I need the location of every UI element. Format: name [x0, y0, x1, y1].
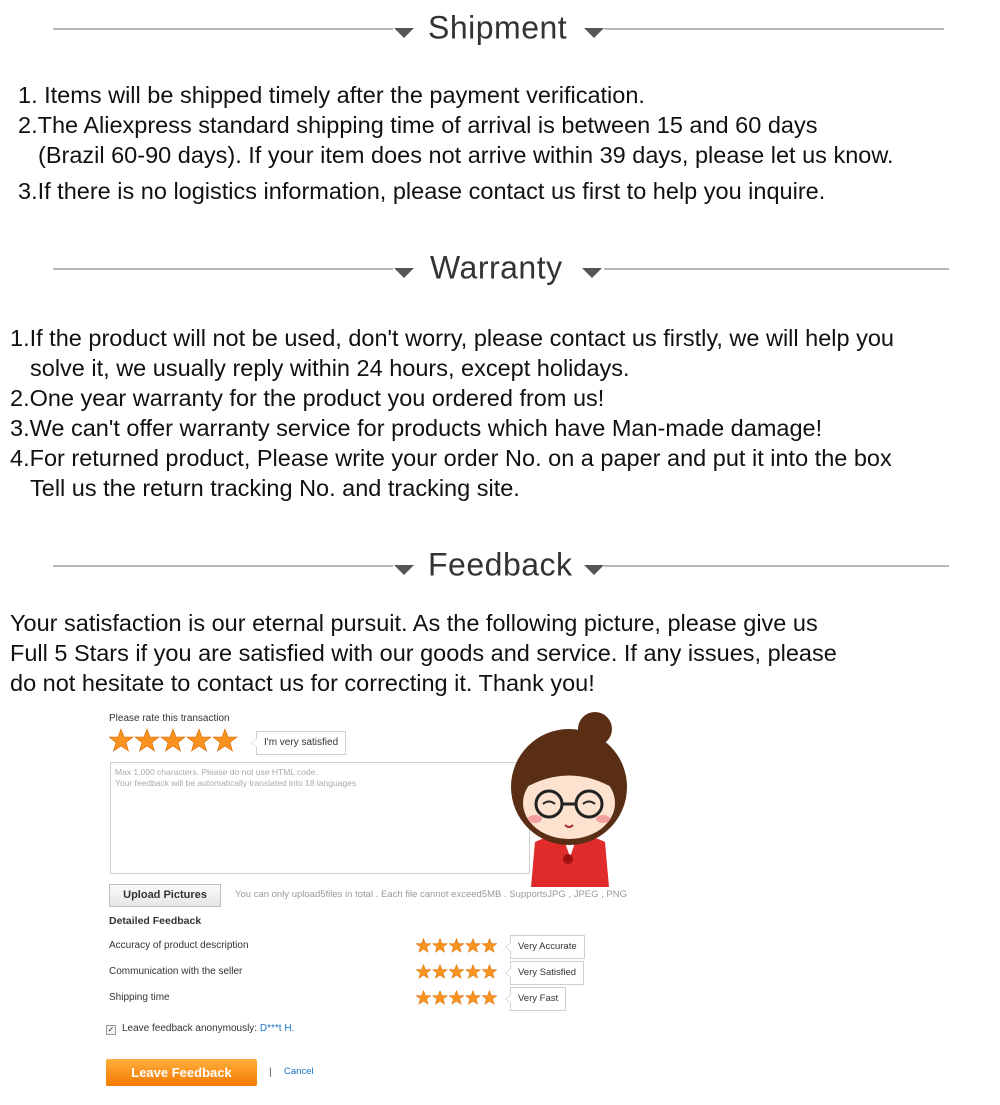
star-icon: [416, 965, 431, 979]
star-icon: [433, 991, 448, 1005]
star-icon: [135, 729, 159, 751]
star-icon: [466, 965, 481, 979]
star-icon: [187, 729, 211, 751]
star-icon: [466, 991, 481, 1005]
chevron-down-icon: [584, 565, 604, 575]
divider-line-right: [604, 268, 949, 270]
star-icon: [416, 991, 431, 1005]
star-icon: [433, 939, 448, 953]
feedback-line-3: do not hesitate to contact us for correcting it. Thank you!: [10, 670, 595, 696]
rate-label: Please rate this transaction: [109, 713, 230, 724]
cartoon-girl-illustration: [505, 707, 635, 887]
star-icon: [416, 939, 431, 953]
star-icon: [449, 939, 464, 953]
divider-line-left: [53, 565, 393, 567]
divider-line-right: [604, 565, 949, 567]
shipment-line-2: 2.The Aliexpress standard shipping time of arrival is between 15 and 60 days: [18, 112, 818, 138]
star-icon: [161, 729, 185, 751]
star-rating-icons: [416, 990, 498, 1005]
feedback-line-1: Your satisfaction is our eternal pursuit. As the following picture, please give us: [10, 610, 818, 636]
detail-stars-shipping[interactable]: [416, 990, 498, 1010]
warranty-line-2: solve it, we usually reply within 24 hours, except holidays.: [30, 355, 630, 381]
detail-label-communication: Communication with the seller: [109, 966, 243, 977]
warranty-line-5: 4.For returned product, Please write your order No. on a paper and put it into the box: [10, 445, 892, 471]
star-rating-icons: [109, 728, 239, 754]
detail-bubble-communication: Very Satisfied: [510, 961, 584, 985]
warranty-line-1: 1.If the product will not be used, don't worry, please contact us firstly, we will help you: [10, 325, 894, 351]
star-rating-icons: [416, 938, 498, 953]
cancel-link[interactable]: Cancel: [284, 1066, 314, 1077]
star-icon: [482, 939, 497, 953]
chevron-down-icon: [584, 28, 604, 38]
feedback-divider: [0, 540, 1000, 590]
overall-star-rating[interactable]: [109, 728, 239, 754]
anonymous-checkbox[interactable]: ✓: [107, 1025, 115, 1034]
shipment-line-4: 3.If there is no logistics information, please contact us first to help you inquire.: [18, 178, 826, 204]
feedback-textarea[interactable]: [110, 762, 530, 874]
anonymous-name: D***t H.: [259, 1023, 295, 1034]
detail-stars-communication[interactable]: [416, 964, 498, 984]
warranty-line-3: 2.One year warranty for the product you ordered from us!: [10, 385, 605, 411]
textarea-placeholder-2: Your feedback will be automatically translated into 18 languages: [115, 778, 357, 788]
chevron-down-icon: [582, 268, 602, 278]
star-icon: [449, 965, 464, 979]
star-icon: [482, 965, 497, 979]
anonymous-row: [122, 1023, 294, 1034]
shipment-line-1: 1. Items will be shipped timely after the payment verification.: [18, 82, 645, 108]
detail-stars-accuracy[interactable]: [416, 938, 498, 958]
upload-pictures-button[interactable]: Upload Pictures: [109, 884, 221, 907]
warranty-line-6: Tell us the return tracking No. and tracking site.: [30, 475, 520, 501]
textarea-placeholder-1: Max 1,000 characters. Please do not use HTML code.: [115, 767, 318, 777]
detail-bubble-accuracy: Very Accurate: [510, 935, 585, 959]
detail-bubble-shipping: Very Fast: [510, 987, 566, 1011]
chevron-down-icon: [394, 565, 414, 575]
detail-label-shipping: Shipping time: [109, 992, 170, 1003]
divider-line-left: [53, 268, 393, 270]
shipment-title: Shipment: [428, 9, 568, 46]
upload-note: You can only upload5files in total . Each file cannot exceed5MB . SupportsJPG , JPEG , PNG: [235, 889, 628, 900]
chevron-down-icon: [394, 28, 414, 38]
shipment-line-3: (Brazil 60-90 days). If your item does not arrive within 39 days, please let us know.: [38, 142, 894, 168]
warranty-divider: [0, 243, 1000, 293]
divider-line-left: [53, 28, 393, 30]
star-icon: [433, 965, 448, 979]
cartoon-girl-icon: [505, 707, 635, 887]
star-icon: [109, 729, 133, 751]
chevron-down-icon: [394, 268, 414, 278]
shipment-divider: [0, 3, 1000, 53]
leave-feedback-button[interactable]: Leave Feedback: [106, 1059, 257, 1086]
feedback-title: Feedback: [428, 546, 573, 583]
detail-label-accuracy: Accuracy of product description: [109, 940, 249, 951]
feedback-line-2: Full 5 Stars if you are satisfied with our goods and service. If any issues, please: [10, 640, 837, 666]
star-icon: [482, 991, 497, 1005]
warranty-title: Warranty: [430, 249, 563, 286]
star-icon: [213, 729, 237, 751]
star-icon: [466, 939, 481, 953]
star-rating-icons: [416, 964, 498, 979]
detailed-feedback-title: Detailed Feedback: [109, 915, 202, 927]
warranty-line-4: 3.We can't offer warranty service for products which have Man-made damage!: [10, 415, 823, 441]
divider-line-right: [604, 28, 944, 30]
button-separator: |: [269, 1066, 272, 1078]
overall-rating-bubble: I'm very satisfied: [256, 731, 346, 755]
feedback-form-mockup: [100, 705, 700, 1100]
star-icon: [449, 991, 464, 1005]
anonymous-label: Leave feedback anonymously:: [122, 1023, 258, 1034]
